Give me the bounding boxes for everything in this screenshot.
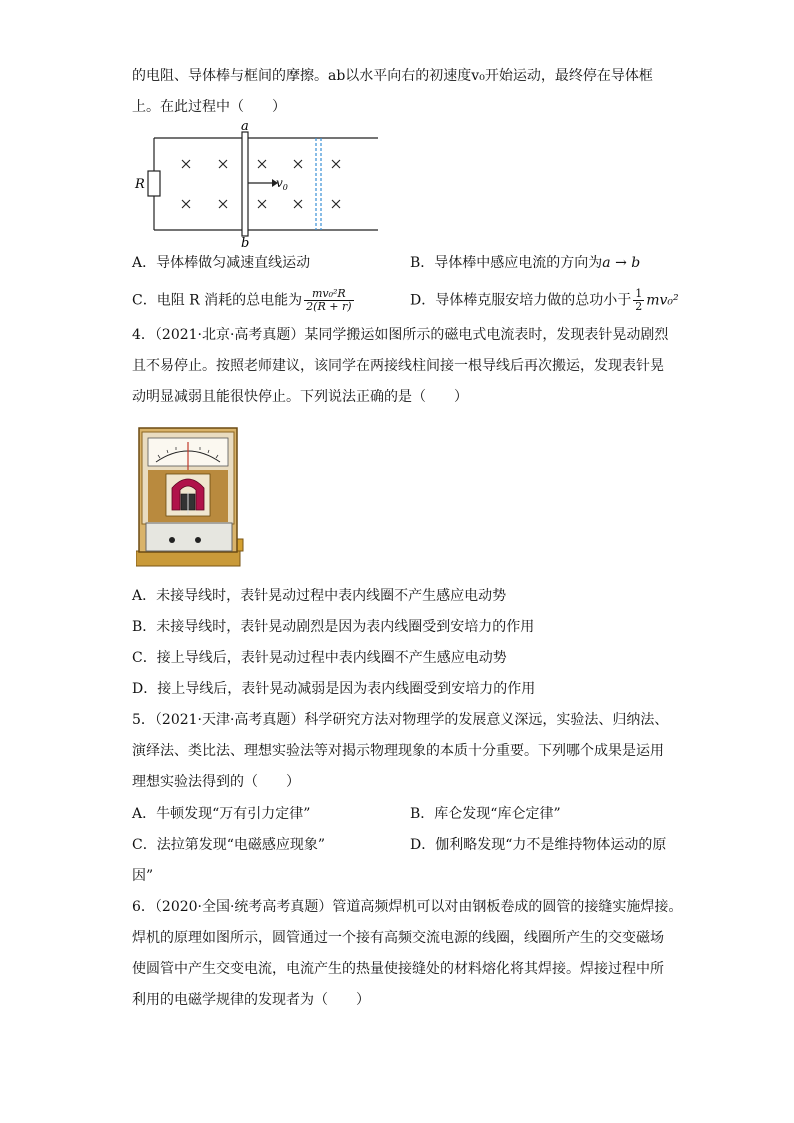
- q4-option-d: D．接上导线后，表针晃动减弱是因为表内线圈受到安培力的作用: [132, 681, 536, 697]
- conductor-rod: [242, 132, 248, 236]
- label-r: R: [135, 177, 145, 192]
- q5-text-line-1: 5．（2021·天津·高考真题）科学研究方法对物理学的发展意义深远，实验法、归纳法、: [132, 712, 669, 728]
- q6-text-line-1: 6．（2020·全国·统考高考真题）管道高频焊机可以对由钢板卷成的圆管的接缝实施焊接。: [132, 899, 683, 915]
- label-v0: $v_0$: [276, 176, 288, 192]
- resistor: [148, 171, 160, 196]
- q3-option-a: A．导体棒做匀减速直线运动: [132, 255, 311, 271]
- q3-text-line-1: 的电阻、导体棒与框间的摩擦。ab以水平向右的初速度v₀开始运动，最终停在导体框: [132, 68, 653, 84]
- q3-option-b: B．导体棒中感应电流的方向为a → b: [410, 255, 641, 271]
- q5-text-line-3: 理想实验法得到的（ ）: [132, 774, 300, 790]
- q5-option-d: D．伽利略发现“力不是维持物体运动的原: [410, 837, 667, 853]
- q5-text-line-2: 演绎法、类比法、理想实验法等对揭示物理现象的本质十分重要。下列哪个成果是运用: [132, 743, 664, 759]
- q3-option-d: D．导体棒克服安培力做的总功小于 $\frac{1}{2}$ mv₀²: [410, 287, 679, 313]
- q5-option-d-continued: 因”: [132, 868, 154, 884]
- q4-text-line-3: 动明显减弱且能很快停止。下列说法正确的是（ ）: [132, 389, 468, 405]
- q5-option-a: A．牛顿发现“万有引力定律”: [132, 806, 311, 822]
- label-a: a: [241, 120, 249, 134]
- fraction-c: $\frac{\text{mv₀²R}}{2(R + r)}$: [306, 287, 352, 313]
- q3-option-c: C．电阻 R 消耗的总电能为 $\frac{\text{mv₀²R}}{2(R + r)}$: [132, 287, 352, 313]
- q3-text-line-2: 上。在此过程中（ ）: [132, 99, 286, 115]
- q6-text-line-3: 使圆管中产生交变电流，电流产生的热量使接缝处的材料熔化将其焊接。焊接过程中所: [132, 961, 664, 977]
- q4-text-line-1: 4．（2021·北京·高考真题）某同学搬运如图所示的磁电式电流表时，发现表针晃动剧烈: [132, 327, 669, 343]
- q4-option-c: C．接上导线后，表针晃动过程中表内线圈不产生感应电动势: [132, 650, 507, 666]
- galvanometer-image: [136, 426, 244, 568]
- q4-text-line-2: 且不易停止。按照老师建议，该同学在两接线柱间接一根导线后再次搬运，发现表针晃: [132, 358, 664, 374]
- circuit-diagram: [132, 120, 382, 248]
- q5-option-b: B．库仑发现“库仑定律”: [410, 806, 561, 822]
- label-b: b: [241, 236, 250, 248]
- q4-option-a: A．未接导线时，表针晃动过程中表内线圈不产生感应电动势: [132, 588, 507, 604]
- fraction-d: $\frac{1}{2}$: [635, 287, 643, 313]
- q5-option-c: C．法拉第发现“电磁感应现象”: [132, 837, 326, 853]
- q4-option-b: B．未接导线时，表针晃动剧烈是因为表内线圈受到安培力的作用: [132, 619, 535, 635]
- q6-text-line-2: 焊机的原理如图所示，圆管通过一个接有高频交流电源的线圈，线圈所产生的交变磁场: [132, 930, 664, 946]
- q6-text-line-4: 利用的电磁学规律的发现者为（ ）: [132, 992, 370, 1008]
